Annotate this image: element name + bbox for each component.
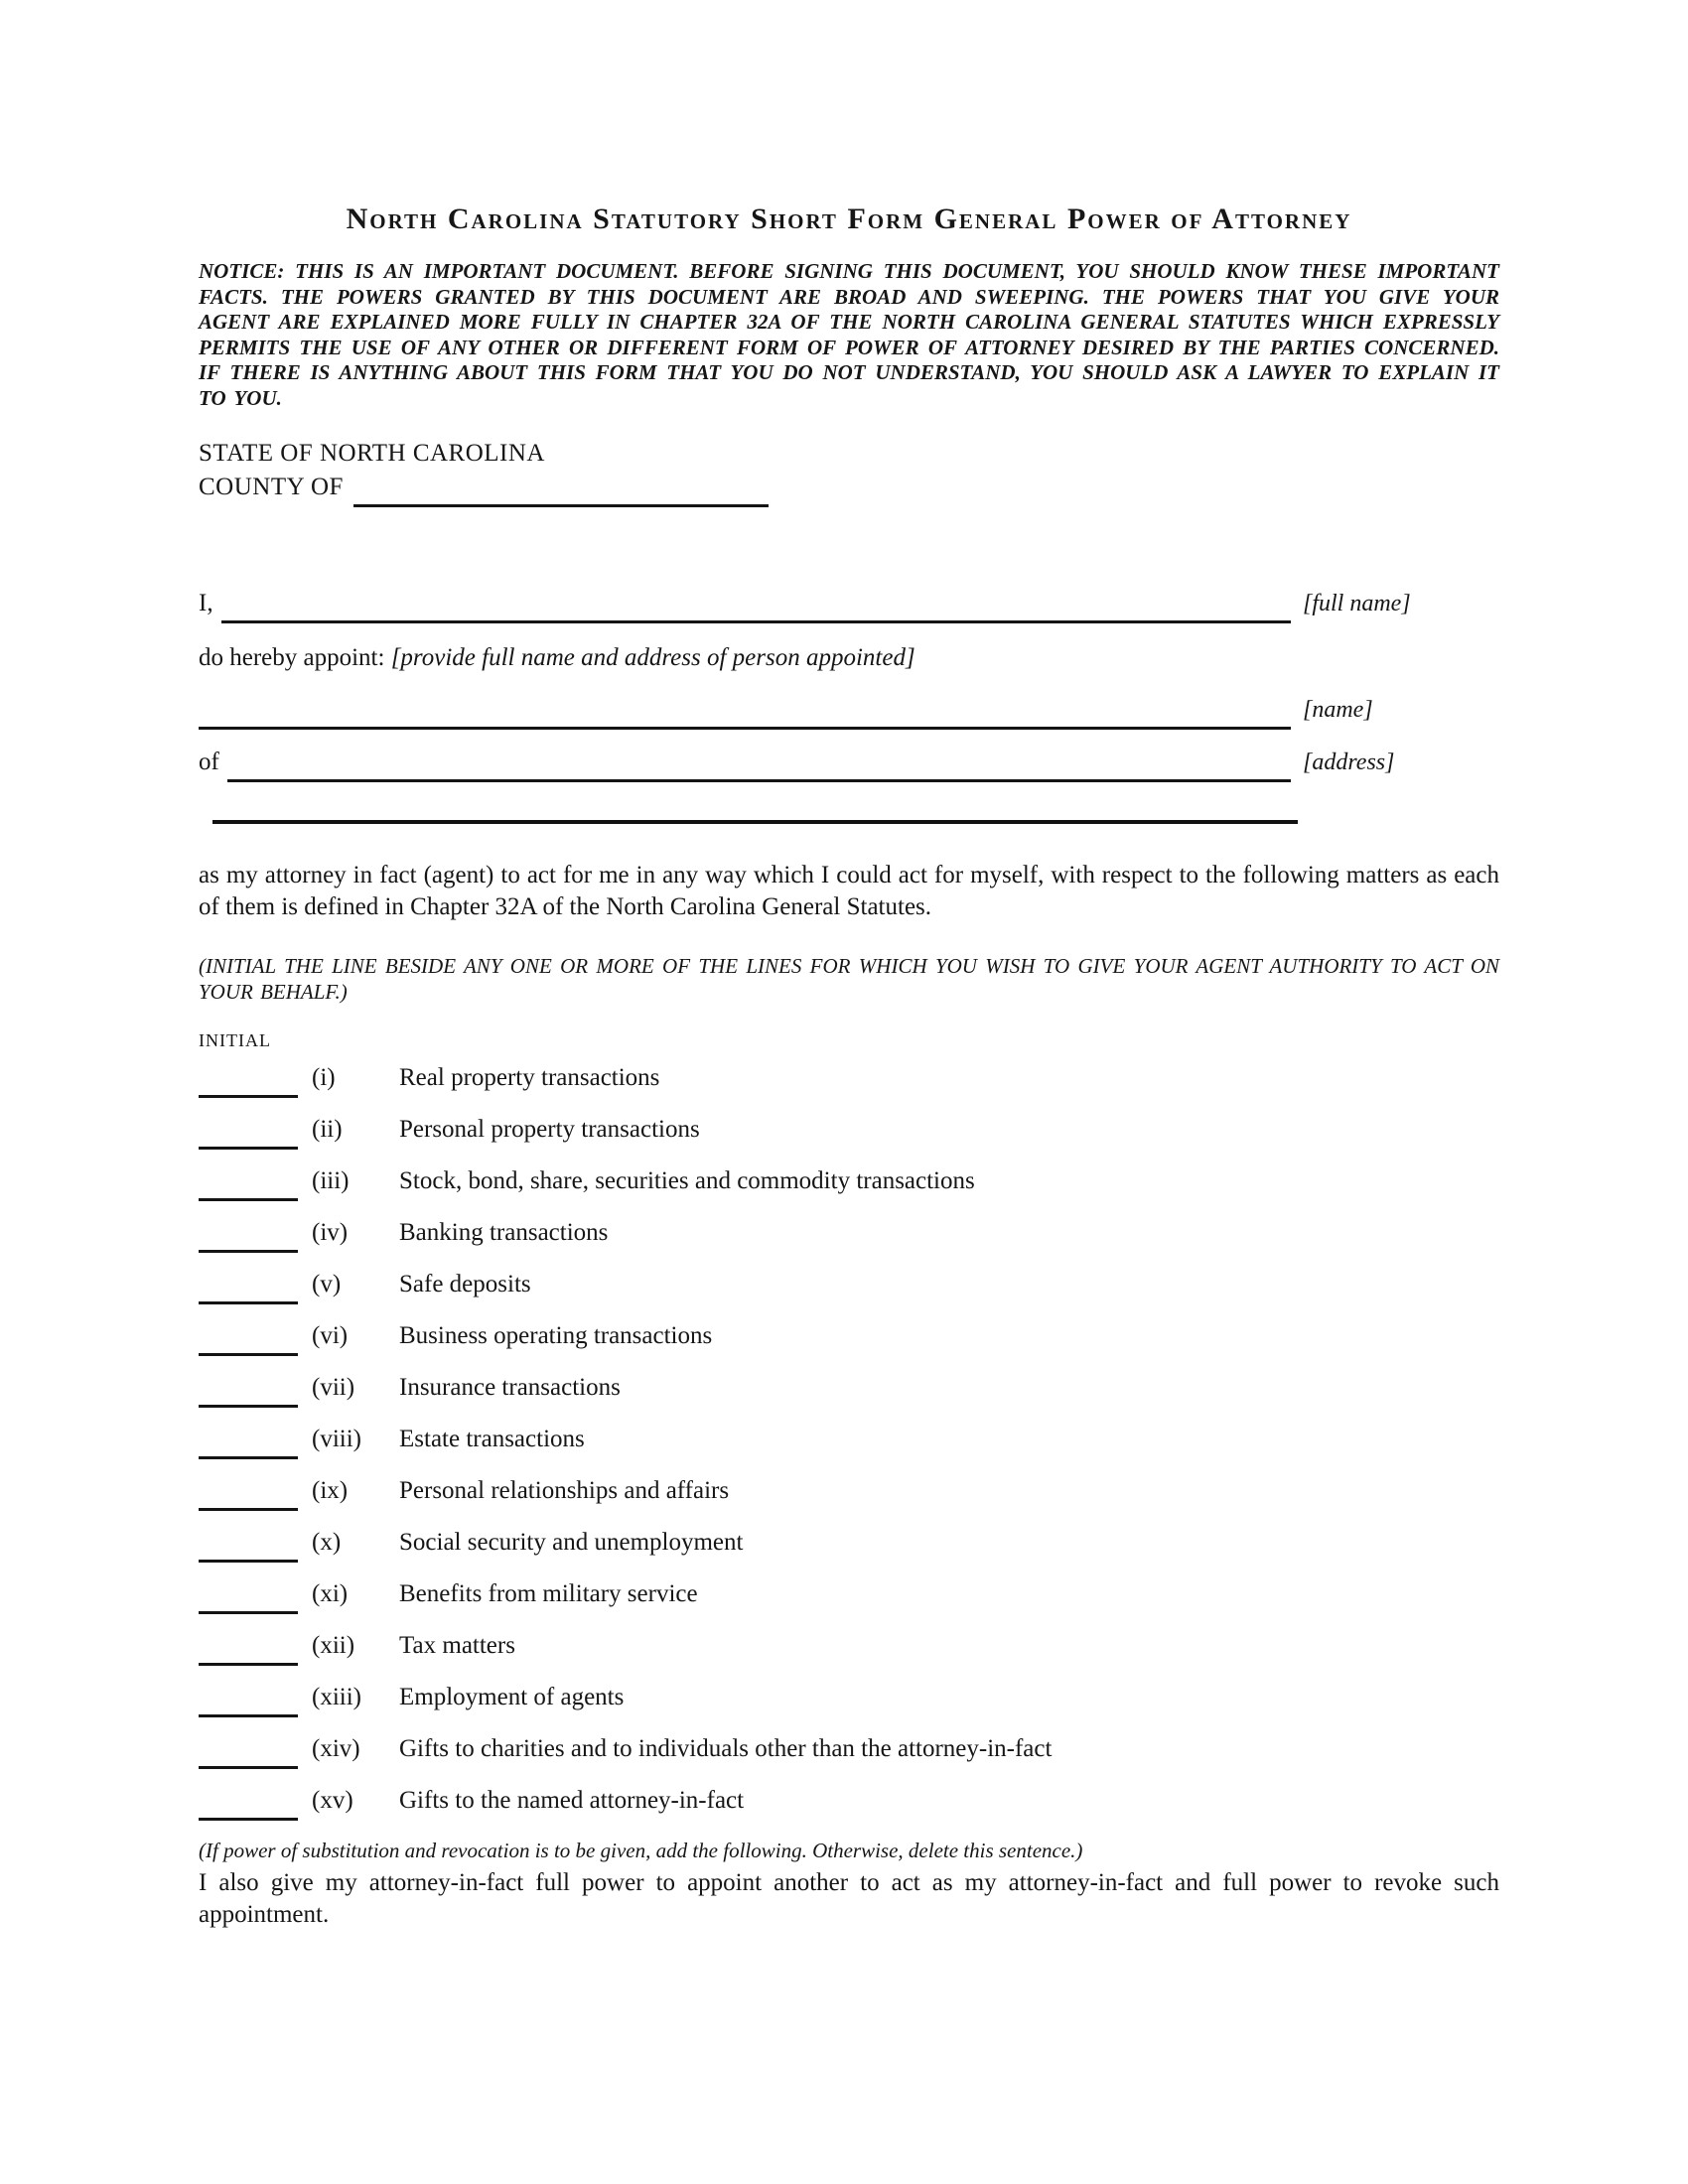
address-continuation-line[interactable]	[212, 820, 1298, 824]
power-label: Banking transactions	[399, 1219, 609, 1246]
power-row	[199, 1321, 1499, 1354]
initial-instructions: (INITIAL THE LINE BESIDE ANY ONE OR MORE OF THE LINES FOR WHICH YOU WISH TO GIVE YOUR AGENT AUTHORITY TO ACT ON YOUR BEHALF.)	[199, 954, 1499, 1004]
county-line	[199, 471, 1499, 507]
power-numeral: (xiv)	[312, 1735, 360, 1762]
power-numeral: (x)	[312, 1529, 342, 1556]
principal-name-line	[199, 587, 1499, 623]
state-line: STATE OF NORTH CAROLINA	[199, 440, 545, 467]
powers-list	[199, 1063, 1499, 1819]
power-row	[199, 1115, 1499, 1148]
power-label: Personal relationships and affairs	[399, 1477, 730, 1504]
initial-input-line-vii[interactable]	[199, 1375, 298, 1408]
power-numeral: (ii)	[312, 1116, 343, 1143]
initial-input-line-xiv[interactable]	[199, 1736, 298, 1769]
initial-input-line-i[interactable]	[199, 1065, 298, 1098]
power-row	[199, 1579, 1499, 1612]
power-label: Safe deposits	[399, 1271, 531, 1297]
power-label: Employment of agents	[399, 1684, 625, 1710]
appointment-line	[199, 641, 1499, 675]
power-label: Insurance transactions	[399, 1374, 621, 1401]
power-numeral: (i)	[312, 1064, 336, 1091]
initial-input-line-viii[interactable]	[199, 1427, 298, 1459]
notice-paragraph: NOTICE: THIS IS AN IMPORTANT DOCUMENT. BEFORE SIGNING THIS DOCUMENT, YOU SHOULD KNOW THESE IMPORTANT FACTS. THE POWERS GRANTED BY THIS DOCUMENT ARE BROAD AND SWEEPING. THE POWERS THAT YOU GIVE YOUR AGENT ARE EXPLAINED MORE FULLY IN CHAPTER 32A OF THE NORTH CAROLINA GENERAL STATUTES WHICH EXPRESSLY PERMITS THE USE OF ANY OTHER OR DIFFERENT FORM OF POWER OF ATTORNEY DESIRED BY THE PARTIES CONCERNED. IF THERE IS ANYTHING ABOUT THIS FORM THAT YOU DO NOT UNDERSTAND, YOU SHOULD ASK A LAWYER TO EXPLAIN IT TO YOU.	[199, 259, 1499, 410]
power-row	[199, 1631, 1499, 1664]
principal-prefix: I,	[199, 590, 213, 616]
power-numeral: (xi)	[312, 1580, 349, 1607]
agent-address-input-line[interactable]	[227, 746, 1291, 782]
power-row	[199, 1218, 1499, 1251]
power-row	[199, 1786, 1499, 1819]
power-label: Benefits from military service	[399, 1580, 698, 1607]
power-numeral: (xii)	[312, 1632, 355, 1659]
substitution-note: (If power of substitution and revocation is to be given, add the following. Otherwise, delete this sentence.)	[199, 1839, 1083, 1862]
address-prefix: of	[199, 749, 219, 775]
power-label: Stock, bond, share, securities and commodity transactions	[399, 1167, 975, 1194]
principal-name-input-line[interactable]	[221, 587, 1291, 623]
initial-input-line-vi[interactable]	[199, 1323, 298, 1356]
power-numeral: (ix)	[312, 1477, 349, 1504]
power-label: Gifts to charities and to individuals other than the attorney-in-fact	[399, 1735, 1053, 1762]
power-numeral: (vi)	[312, 1322, 349, 1349]
full-name-hint: [full name]	[1303, 591, 1411, 616]
initial-input-line-ix[interactable]	[199, 1478, 298, 1511]
substitution-paragraph: I also give my attorney-in-fact full power to appoint another to act as my attorney-in-fact and full power to revoke such appointment.	[199, 1869, 1499, 1928]
power-label: Personal property transactions	[399, 1116, 700, 1143]
initial-input-line-xii[interactable]	[199, 1633, 298, 1666]
power-numeral: (xv)	[312, 1787, 353, 1814]
power-numeral: (viii)	[312, 1426, 361, 1452]
power-numeral: (xiii)	[312, 1684, 361, 1710]
power-numeral: (iv)	[312, 1219, 349, 1246]
power-label: Real property transactions	[399, 1064, 660, 1091]
attorney-paragraph: as my attorney in fact (agent) to act for me in any way which I could act for myself, with respect to the following matters as each of them is defined in Chapter 32A of the North Carolina General Statutes.	[199, 862, 1499, 920]
power-row	[199, 1270, 1499, 1302]
power-numeral: (iii)	[312, 1167, 350, 1194]
power-row	[199, 1683, 1499, 1715]
document-title: North Carolina Statutory Short Form General Power of Attorney	[346, 203, 1352, 235]
county-input-line[interactable]	[353, 471, 769, 507]
initial-input-line-x[interactable]	[199, 1530, 298, 1563]
power-row	[199, 1476, 1499, 1509]
initial-input-line-xv[interactable]	[199, 1788, 298, 1821]
power-label: Tax matters	[399, 1632, 515, 1659]
power-row	[199, 1528, 1499, 1561]
power-label: Estate transactions	[399, 1426, 585, 1452]
initial-input-line-xiii[interactable]	[199, 1685, 298, 1717]
name-hint: [name]	[1303, 697, 1373, 723]
power-row	[199, 1373, 1499, 1406]
initial-input-line-iv[interactable]	[199, 1220, 298, 1253]
power-numeral: (vii)	[312, 1374, 355, 1401]
power-row	[199, 1425, 1499, 1457]
address-hint: [address]	[1303, 750, 1395, 775]
power-label: Business operating transactions	[399, 1322, 713, 1349]
power-numeral: (v)	[312, 1271, 342, 1297]
power-label: Social security and unemployment	[399, 1529, 744, 1556]
county-label: COUNTY OF	[199, 474, 344, 500]
initial-input-line-iii[interactable]	[199, 1168, 298, 1201]
appoint-text: do hereby appoint:	[199, 644, 385, 671]
agent-name-input-line[interactable]	[199, 693, 1291, 730]
initial-input-line-v[interactable]	[199, 1272, 298, 1304]
power-row	[199, 1734, 1499, 1767]
power-row	[199, 1063, 1499, 1096]
initial-input-line-xi[interactable]	[199, 1581, 298, 1614]
agent-address-line	[199, 746, 1499, 782]
agent-name-line	[199, 693, 1499, 730]
initial-column-label: INITIAL	[199, 1030, 271, 1050]
power-row	[199, 1166, 1499, 1199]
power-label: Gifts to the named attorney-in-fact	[399, 1787, 745, 1814]
appoint-hint: [provide full name and address of person appointed]	[390, 644, 915, 671]
initial-input-line-ii[interactable]	[199, 1117, 298, 1150]
